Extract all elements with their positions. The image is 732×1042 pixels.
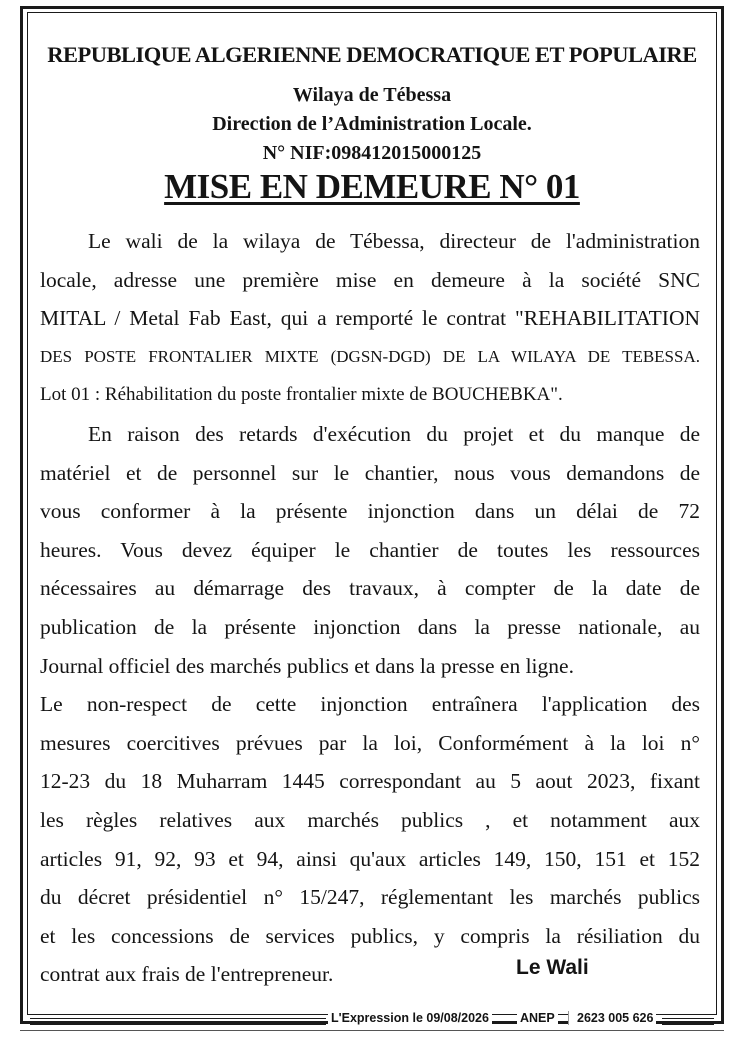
body-line: et les concessions de services publics, y compris la résiliation du <box>40 923 700 948</box>
body-line: matériel et de personnel sur le chantier, nous vous demandons de <box>40 460 700 485</box>
body-line: Journal officiel des marchés publics et dans la presse en ligne. <box>40 653 574 678</box>
body-line: mesures coercitives prévues par la loi, Conformément à la loi n° <box>40 730 700 755</box>
notice-title: MISE EN DEMEURE N° 01 <box>164 167 580 206</box>
body-line: heures. Vous devez équiper le chantier de toutes les ressources <box>40 537 700 562</box>
nif-number: N° NIF:098412015000125 <box>262 142 482 164</box>
body-line: DES POSTE FRONTALIER MIXTE (DGSN-DGD) DE LA WILAYA DE TEBESSA. <box>40 346 700 366</box>
direction-heading: Direction de l’Administration Locale. <box>212 113 532 135</box>
republic-heading: REPUBLIQUE ALGERIENNE DEMOCRATIQUE ET POPULAIRE <box>47 42 697 67</box>
body-line: publication de la présente injonction dans la presse nationale, au <box>40 614 700 639</box>
body-line: 12-23 du 18 Muharram 1445 correspondant au 5 aout 2023, fixant <box>40 769 700 794</box>
footer-rule-left <box>30 1018 326 1025</box>
notice-body <box>40 222 700 994</box>
body-line: locale, adresse une première mise en demeure à la société SNC <box>40 267 700 292</box>
body-line: Lot 01 : Réhabilitation du poste frontalier mixte de BOUCHEBKA". <box>40 384 563 406</box>
publication-footer <box>30 1011 714 1033</box>
wilaya-heading: Wilaya de Tébessa <box>292 84 452 106</box>
body-line: Le non-respect de cette injonction entraînera l'application des <box>40 692 700 717</box>
body-line: Le wali de la wilaya de Tébessa, directeur de l'administration <box>88 229 700 253</box>
body-line: MITAL / Metal Fab East, qui a remporté le contrat "REHABILITATION <box>40 306 700 331</box>
reference-number: 2623 005 626 <box>568 1011 656 1025</box>
signature: Le Wali <box>516 956 589 979</box>
body-line: En raison des retards d'exécution du projet et du manque de <box>88 421 700 446</box>
body-line: du décret présidentiel n° 15/247, réglementant les marchés publics <box>40 885 700 910</box>
body-line: les règles relatives aux marchés publics , et notamment aux <box>40 807 700 832</box>
body-line: vous conformer à la présente injonction dans un délai de 72 <box>40 499 700 524</box>
footer-rule-right <box>662 1018 714 1025</box>
agency-name: ANEP <box>517 1011 558 1025</box>
body-line: articles 91, 92, 93 et 94, ainsi qu'aux articles 149, 150, 151 et 152 <box>40 846 700 871</box>
publication-source: L'Expression le 09/08/2026 <box>328 1011 492 1025</box>
body-line: nécessaires au démarrage des travaux, à compter de la date de <box>40 576 700 601</box>
body-line: contrat aux frais de l'entrepreneur. <box>40 962 334 987</box>
